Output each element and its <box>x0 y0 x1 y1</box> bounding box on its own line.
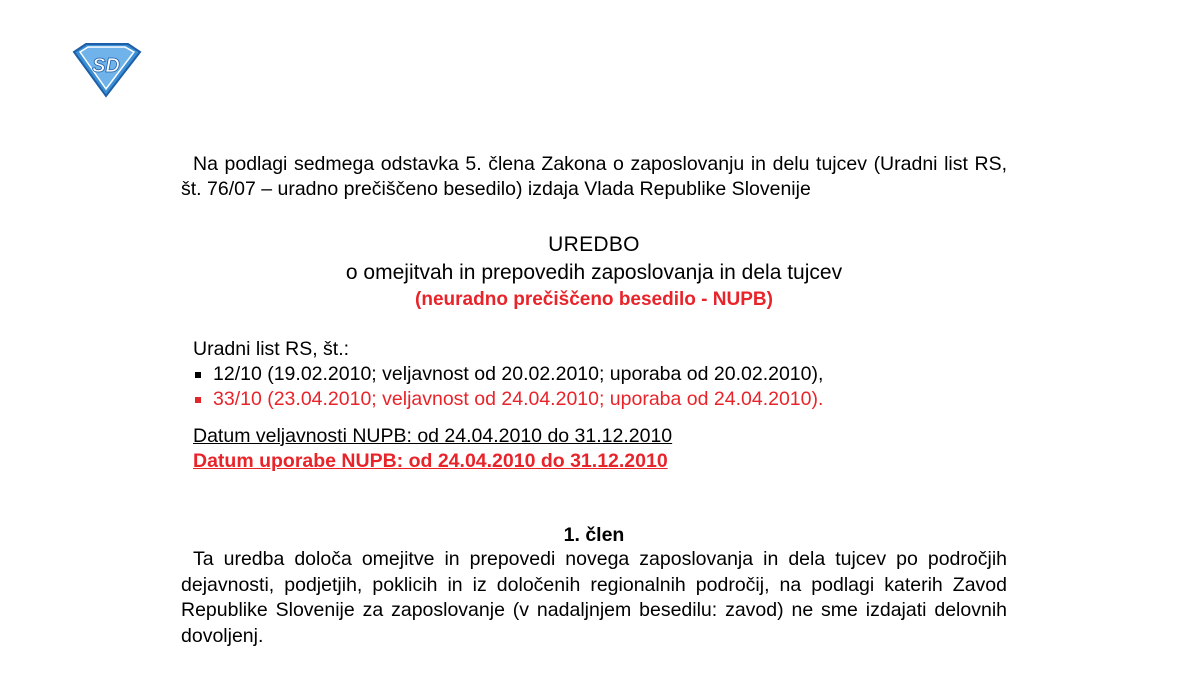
document-body <box>181 152 1007 649</box>
article-heading: 1. člen <box>563 524 625 546</box>
application-date: Datum uporabe NUPB: od 24.04.2010 do 31.12.2010 <box>193 450 668 472</box>
bullet-icon <box>195 397 201 403</box>
nupb-dates <box>181 424 1007 473</box>
title-block <box>181 232 1007 312</box>
intro-paragraph: Na podlagi sedmega odstavka 5. člena Zakona o zaposlovanju in delu tujcev (Uradni list RS, št. 76/07 – uradno prečiščeno besedilo) izdaja Vlada Republike Slovenije <box>181 153 1007 200</box>
gazette-item <box>193 362 1007 387</box>
gazette-label: Uradni list RS, št.: <box>193 338 350 360</box>
article-body: Ta uredba določa omejitve in prepovedi novega zaposlovanja in dela tujcev po področjih dejavnosti, podjetjih, poklicih in iz določenih regionalnih področij, na podlagi katerih Zavod Republike Slovenije za zaposlovanje (v nadaljnjem besedilu: zavod) ne sme izdajati delovnih dovoljenj. <box>181 548 1007 647</box>
document-note: (neuradno prečiščeno besedilo - NUPB) <box>415 289 773 310</box>
gazette-item-text: 12/10 (19.02.2010; veljavnost od 20.02.2010; uporaba od 20.02.2010), <box>213 363 824 385</box>
article-1 <box>181 523 1007 649</box>
logo-lettering: SD <box>92 55 120 77</box>
sd-logo <box>70 42 142 98</box>
document-subtitle: o omejitvah in prepovedih zaposlovanja in dela tujcev <box>345 261 843 284</box>
gazette-item <box>193 387 1007 412</box>
document-title: UREDBO <box>548 233 640 256</box>
gazette-item-text: 33/10 (23.04.2010; veljavnost od 24.04.2010; uporaba od 24.04.2010). <box>213 388 824 410</box>
validity-date: Datum veljavnosti NUPB: od 24.04.2010 do 31.12.2010 <box>193 425 673 447</box>
bullet-icon <box>195 372 201 378</box>
gazette-list <box>181 337 1007 412</box>
